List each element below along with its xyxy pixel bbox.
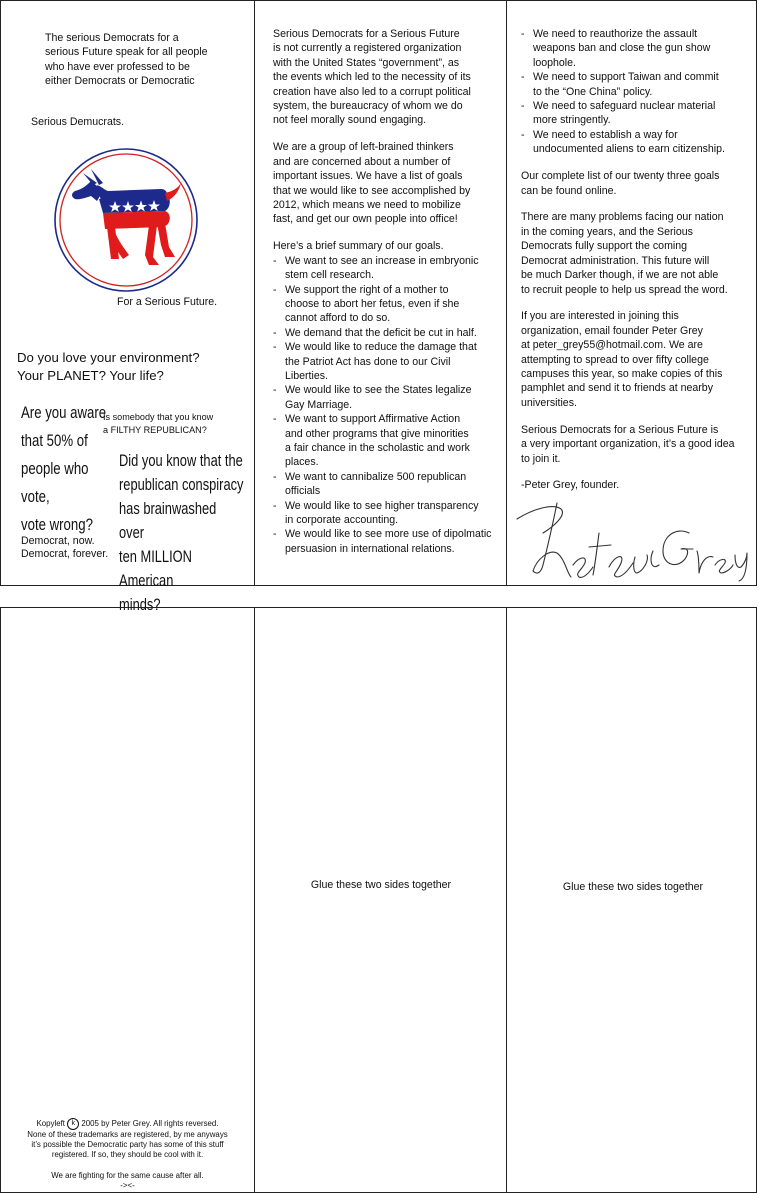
kopyleft-year-line: 2005 by Peter Grey. All rights reversed. (81, 1119, 219, 1129)
cover-tagline-top: Serious Demucrats. (31, 116, 125, 128)
trademark-disclaimer: None of these trademarks are registered, by me anyways it’s possible the Democratic party has some of this stuff registered. If so, they should be cool with it. (27, 1130, 228, 1160)
front-panel-cover (1, 1, 254, 614)
kopyleft-line (5, 1118, 250, 1130)
goal-item: - We need to support Taiwan and commit to the “One China” policy. (521, 70, 755, 99)
goal-item: - We need to establish a way for undocumented aliens to earn citizenship. (521, 128, 755, 157)
problems-paragraph: There are many problems facing our nation in the coming years, and the Serious Democrats fully support the coming Democrat administration. This future will be much Darker though, if we are not able to recruit people to help us spread the word. (521, 211, 728, 296)
arrow-right-glyph: -> (120, 1180, 128, 1190)
complete-list-paragraph: Our complete list of our twenty three goals can be found online. (521, 170, 720, 197)
cover-intro-text: The serious Democrats for a serious Future speak for all people who have ever professed to be either Democrats or Democratic (45, 32, 208, 88)
cover-motto: Democrat, now. Democrat, forever. (21, 535, 109, 560)
back-panel-glue-left (254, 608, 506, 1192)
joining-paragraph: If you are interested in joining this organization, email founder Peter Grey at peter_grey55@hotmail.com. We are attempting to spread to over fifty college campuses this year, so make copies of this pamphlet and send it to friends at nearby universities. (521, 310, 723, 409)
kopyleft-notice (5, 1118, 250, 1191)
arrow-left-glyph: <- (127, 1180, 135, 1190)
glue-instruction: Glue these two sides together (562, 881, 704, 893)
important-paragraph: Serious Democrats for a Serious Future is a very important organization, it’s a good idea to join it. (521, 423, 735, 465)
goal-item: - We demand that the deficit be cut in half. (273, 326, 503, 340)
goal-item: - We would like to reduce the damage that the Patriot Act has done to our Civil Liberties. (273, 340, 503, 383)
goal-item: - We would like to see the States legalize Gay Marriage. (273, 383, 503, 412)
goals-summary-heading: Here’s a brief summary of our goals. (273, 240, 444, 253)
callout-vote-wrong: Are you aware that 50% of people who vote, vote wrong? (21, 404, 107, 534)
goal-item: - We need to reauthorize the assault weapons ban and close the gun show loophole. (521, 27, 755, 70)
goal-item: - We want to see an increase in embryonic stem cell research. (273, 254, 503, 283)
handwritten-signature (513, 493, 757, 583)
goals-list-primary (273, 254, 503, 557)
same-cause-line: We are fighting for the same cause after all. (51, 1170, 204, 1180)
goal-item: - We would like to see more use of dipolmatic persuasion in international relations. (273, 527, 503, 556)
democratic-donkey-logo (53, 147, 199, 293)
back-panel-credits (1, 608, 254, 1192)
front-panel-contact (506, 1, 758, 585)
goal-item: - We want to cannibalize 500 republican officials (273, 470, 503, 499)
about-intro-paragraph: Serious Democrats for a Serious Future is not currently a registered organization with the United States “government”, as the events which led to the necessity of its creation have also led to a corrupt political system, the bureaucracy of whom we do not feel morally sound engaging. (273, 28, 471, 127)
cover-tagline-bottom: For a Serious Future. (117, 296, 218, 308)
cover-question-heading: Do you love your environment? Your PLANET? Your life? (17, 350, 200, 383)
goal-item: - We would like to see higher transparency in corporate accounting. (273, 499, 503, 528)
goal-item: - We support the right of a mother to choose to abort her fetus, even if she cannot afford to do so. (273, 283, 503, 326)
goals-list-secondary (521, 27, 755, 157)
founder-signoff: -Peter Grey, founder. (521, 479, 620, 492)
back-panel-glue-right (506, 608, 758, 1192)
arrows-line (5, 1181, 250, 1191)
about-group-paragraph: We are a group of left-brained thinkers and are concerned about a number of important issues. We have a list of goals that we would like to see accomplished by 2012, which means we need to mobilize fast, and get our own people into office! (273, 141, 471, 226)
callout-conspiracy: Did you know that the republican conspiracy has brainwashed over ten MILLION American minds? (119, 452, 244, 614)
glue-instruction: Glue these two sides together (310, 879, 452, 891)
front-panel-about (254, 1, 506, 585)
goal-item: - We want to support Affirmative Action and other programs that give minorities a fair chance in the scholastic and work places. (273, 412, 503, 470)
callout-filthy-republican: Is somebody that you know a FILTHY REPUBLICAN? (103, 412, 214, 435)
pamphlet-back-sheet (0, 607, 757, 1193)
kopyleft-symbol-icon: k (67, 1118, 79, 1130)
goal-item: - We need to safeguard nuclear material more stringently. (521, 99, 755, 128)
kopyleft-label: Kopyleft (36, 1119, 65, 1129)
